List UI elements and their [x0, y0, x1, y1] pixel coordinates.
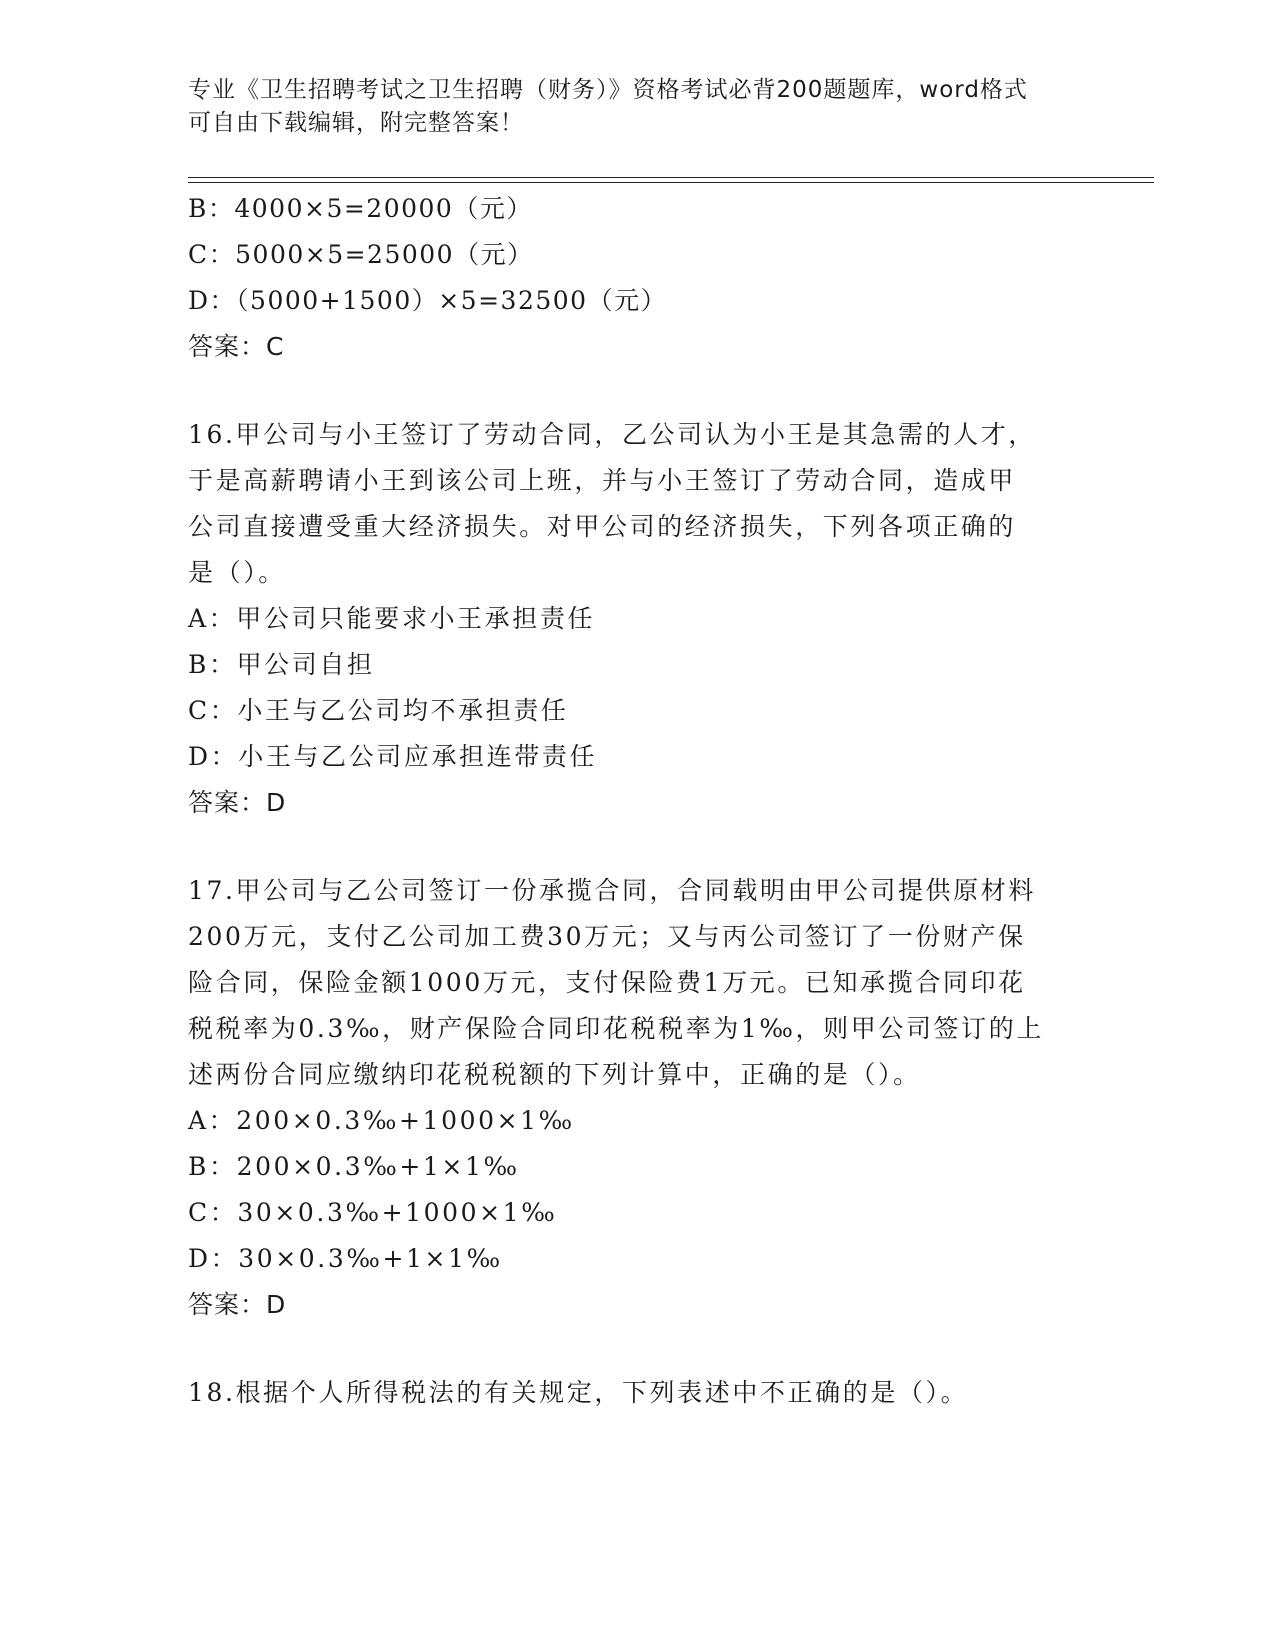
question-stem-line: 税税率为0.3‰，财产保险合同印花税税率为1‰，则甲公司签订的上: [188, 1014, 1044, 1043]
header-rule-top: [188, 177, 1154, 178]
answer-line: 答案：D: [188, 788, 287, 817]
question-stem-line: 述两份合同应缴纳印花税税额的下列计算中，正确的是（）。: [188, 1060, 921, 1089]
question-stem-line: 16.甲公司与小王签订了劳动合同，乙公司认为小王是其急需的人才，: [188, 420, 1036, 449]
question-17: [188, 868, 1088, 1328]
option-b: B：4000×5=20000（元）: [188, 194, 533, 223]
answer-line: 答案：D: [188, 1290, 287, 1319]
header-line-2: 可自由下载编辑，附完整答案！: [188, 110, 524, 136]
question-stem-line: 险合同，保险金额1000万元，支付保险费1万元。已知承揽合同印花: [188, 968, 1026, 997]
option-d: D：（5000+1500）×5=32500（元）: [188, 286, 668, 315]
question-18: [188, 1370, 1088, 1416]
option-d: D：小王与乙公司应承担连带责任: [188, 742, 598, 771]
option-c: C：小王与乙公司均不承担责任: [188, 696, 569, 725]
header-line-1: 专业《卫生招聘考试之卫生招聘（财务）》资格考试必背200题题库，word格式: [188, 77, 1028, 103]
question-stem-line: 200万元，支付乙公司加工费30万元；又与丙公司签订了一份财产保: [188, 922, 1026, 951]
question-stem-line: 于是高薪聘请小王到该公司上班，并与小王签订了劳动合同，造成甲: [188, 466, 1017, 495]
option-a: A：200×0.3‰+1000×1‰: [188, 1106, 575, 1135]
question-content: [188, 186, 1088, 1416]
answer-line: 答案：C: [188, 332, 285, 361]
question-16: [188, 412, 1088, 826]
option-b: B：200×0.3‰+1×1‰: [188, 1152, 520, 1181]
question-15: [188, 186, 1088, 370]
document-header: [188, 74, 1068, 140]
question-stem-line: 是（）。: [188, 558, 286, 587]
option-c: C：5000×5=25000（元）: [188, 240, 534, 269]
header-rule-bottom: [188, 182, 1154, 183]
question-stem-line: 18.根据个人所得税法的有关规定，下列表述中不正确的是（）。: [188, 1378, 969, 1407]
question-stem-line: 17.甲公司与乙公司签订一份承揽合同，合同载明由甲公司提供原材料: [188, 876, 1036, 905]
option-c: C：30×0.3‰+1000×1‰: [188, 1198, 558, 1227]
question-stem-line: 公司直接遭受重大经济损失。对甲公司的经济损失，下列各项正确的: [188, 512, 1017, 541]
option-a: A：甲公司只能要求小王承担责任: [188, 604, 596, 633]
option-d: D：30×0.3‰+1×1‰: [188, 1244, 503, 1273]
option-b: B：甲公司自担: [188, 650, 375, 679]
